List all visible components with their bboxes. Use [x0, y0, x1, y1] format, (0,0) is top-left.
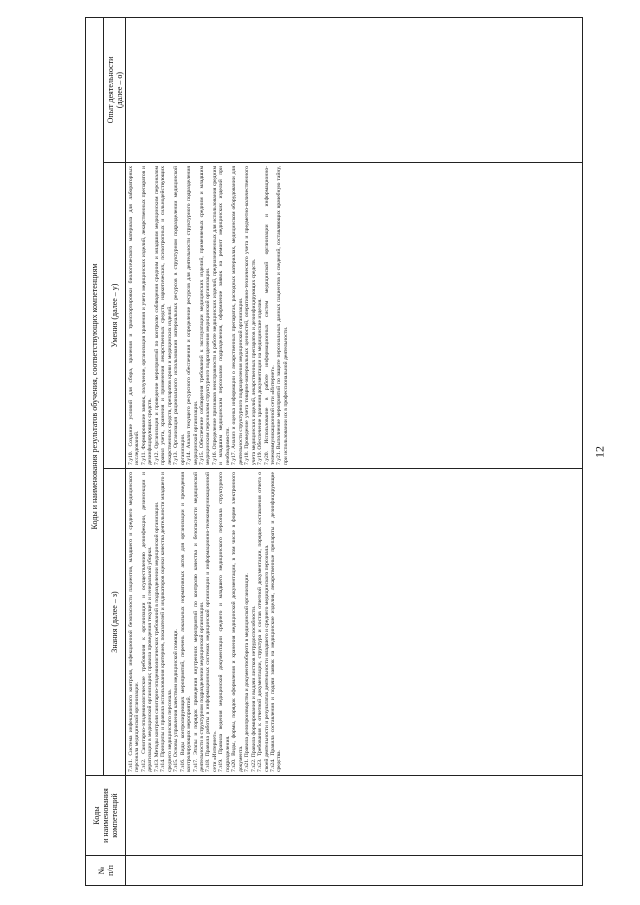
cell-codes	[126, 776, 583, 856]
table-frame	[85, 18, 583, 886]
cell-knowledge	[126, 469, 583, 776]
table-header-row	[86, 18, 104, 886]
cell-num	[126, 856, 583, 886]
cell-experience-text	[126, 18, 582, 162]
competency-table	[85, 17, 583, 886]
page-number: 12	[592, 446, 607, 458]
header-skills: Умения (далее – у)	[104, 163, 126, 469]
rotated-table-area	[85, 18, 583, 886]
cell-knowledge-text: 7.з11. Система инфекционного контроля, инфекционной безопасности пациентов, младшего и среднего медицинского персонала медицинской организации. 7.з12. Санитарно-эпидемиологические требования к организации и осуществлению дезинфекции, дезинсекции и дератизации в медицинской организации; правила проведения текущей и генеральной уборки. 7.з13. Методы контроля санитарно-эпидемиологических требований в подразделении медицинской организации. 7.з14. Принципы и правила использования критериев, показателей и индикаторов оценки качества деятельности младшего и среднего медицинского персонала. 7.з15. Основы управления качеством медицинской помощи. 7.з16. Виды контролирующих мероприятий, перечень локальных нормативных актов для организации и проведения контролирующих мероприятий. 7.з17. Этапы и порядок проведения внутренних мероприятий по контролю качества и безопасности медицинской деятельности в структурном подразделении медицинской организации. 7.з18. Правила работы в информационных системах медицинской организации и информационно-телекоммуникационной сети «Интернет». 7.з19. Правила ведения медицинской документации среднего и младшего медицинского персонала структурного подразделения. 7.з20. Виды, формы, порядок оформления и хранения медицинской документации, в том числе в форме электронного документа. 7.з21. Правила делопроизводства и документооборота в медицинской организации. 7.з22. Правила формирования и выдачи листков нетрудоспособности. 7.з23. Требования к отчетной документации, структура и состав отчетной документации, порядок составления отчета о своей деятельности и результатах деятельности младшего и среднего медицинского персонала. 7.з24. Правила составления и подачи заявок на медицинские изделия, лекарственные препараты и дезинфицирующие средства.	[128, 472, 283, 772]
header-num: № п/п	[86, 856, 126, 886]
header-knowledge: Знания (далее – з)	[104, 469, 126, 776]
table-row	[126, 18, 583, 886]
cell-num-text	[126, 856, 582, 885]
cell-codes-text	[126, 776, 582, 855]
header-codes: Коды и наименования компетенций	[86, 776, 126, 856]
cell-skills-text: 7.у10. Создание условий для сбора, хранения и транспортировки биологического материала для лабораторных исследований. 7.у11. Формирование заявок, получение, организация хранения и учета медицинских изделий, лекарственных препаратов и дезинфицирующих средств. 7.у12. Организация и проведение мероприятий по контролю соблюдения средним и младшим медицинским персоналом правил учета, хранения и применения лекарственных средств, наркотических, психотропных и сильнодействующих лекарственных средств, препаратов крови и медицинских изделий. 7.у13. Организация рационального использования материальных ресурсов в структурном подразделении медицинской организации. 7.у14. Анализ текущего ресурсного обеспечения и определение ресурсов для деятельности структурного подразделения медицинской организации. 7.у15. Обеспечение соблюдения требований к эксплуатации медицинских изделий, применяемых средним и младшим медицинским персоналом структурного подразделения медицинской организации. 7.у16. Определение признаков неисправности в работе медицинских изделий, предназначенных для использования средним и младшим медицинским персоналом подразделения, оформление заявок на ремонт медицинских изделий при необходимости. 7.у17. Анализ и оценка информации о лекарственных препаратах, расходных материалах, медицинском оборудовании для деятельности структурного подразделения медицинской организации. 7.у18. Проведение учета товарно-материальных ценностей, оперативно-технического учета и предметно-количественного учета медицинских изделий, лекарственных препаратов и дезинфицирующих средств. 7.у19. Обеспечение хранения документации на медицинские изделия. 7.у20. Использование в работе информационных систем медицинской организации и информационно-телекоммуникационной сети «Интернет». 7.у21. Выполнение мероприятий по защите персональных данных пациентов и сведений, составляющих врачебную тайну, при использовании их в профессиональной деятельности.	[128, 166, 289, 465]
header-experience: Опыт деятельности (далее – о)	[104, 18, 126, 163]
cell-experience	[126, 18, 583, 163]
header-results-group: Коды и наименования результатов обучения, соответствующих компетенциям	[86, 18, 104, 776]
cell-skills	[126, 163, 583, 469]
table-subheader-row	[104, 18, 126, 886]
